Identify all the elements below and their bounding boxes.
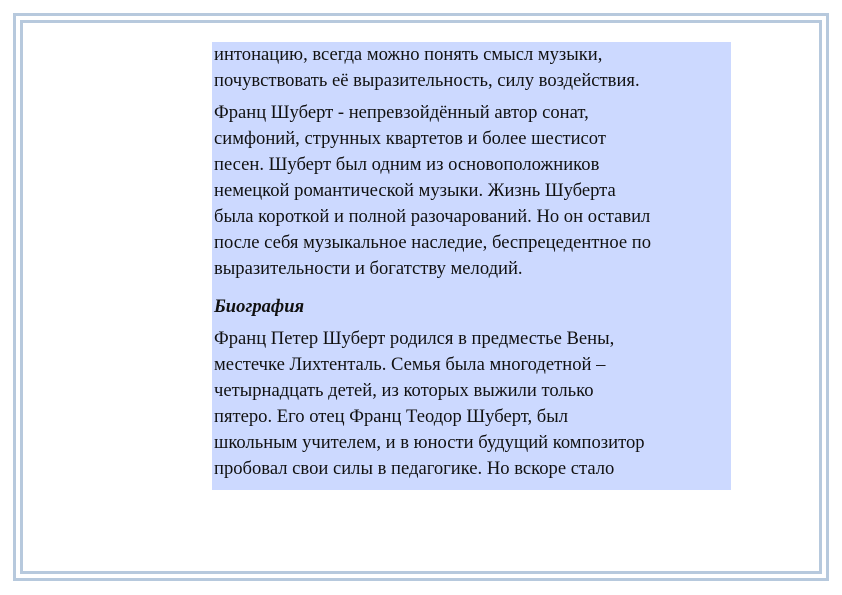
text-line: интонацию, всегда можно понять смысл музыки,	[214, 44, 603, 65]
text-line: симфоний, струнных квартетов и более шестисот	[214, 128, 606, 149]
text-line: пятеро. Его отец Франц Теодор Шуберт, был	[214, 406, 569, 427]
text-line: выразительности и богатству мелодий.	[214, 258, 523, 279]
text-box	[212, 42, 731, 490]
text-line: почувствовать её выразительность, силу воздействия.	[214, 70, 640, 91]
text-line: школьным учителем, и в юности будущий композитор	[214, 432, 645, 453]
paragraph-main	[214, 100, 728, 282]
paragraph-biography	[214, 326, 728, 482]
text-line: пробовал свои силы в педагогике. Но вскоре стало	[214, 458, 615, 479]
text-line: после себя музыкальное наследие, беспрецедентное по	[214, 232, 652, 253]
text-line: четырнадцать детей, из которых выжили только	[214, 380, 594, 401]
text-line: песен. Шуберт был одним из основоположников	[214, 154, 600, 175]
text-line: Франц Петер Шуберт родился в предместье Вены,	[214, 328, 615, 349]
text-line: местечке Лихтенталь. Семья была многодетной –	[214, 354, 606, 375]
text-line: немецкой романтической музыки. Жизнь Шуберта	[214, 180, 616, 201]
text-line: Франц Шуберт - непревзойдённый автор сонат,	[214, 102, 589, 123]
text-line: была короткой и полной разочарований. Но он оставил	[214, 206, 651, 227]
section-heading: Биография	[214, 296, 305, 317]
paragraph-intro	[214, 42, 728, 94]
